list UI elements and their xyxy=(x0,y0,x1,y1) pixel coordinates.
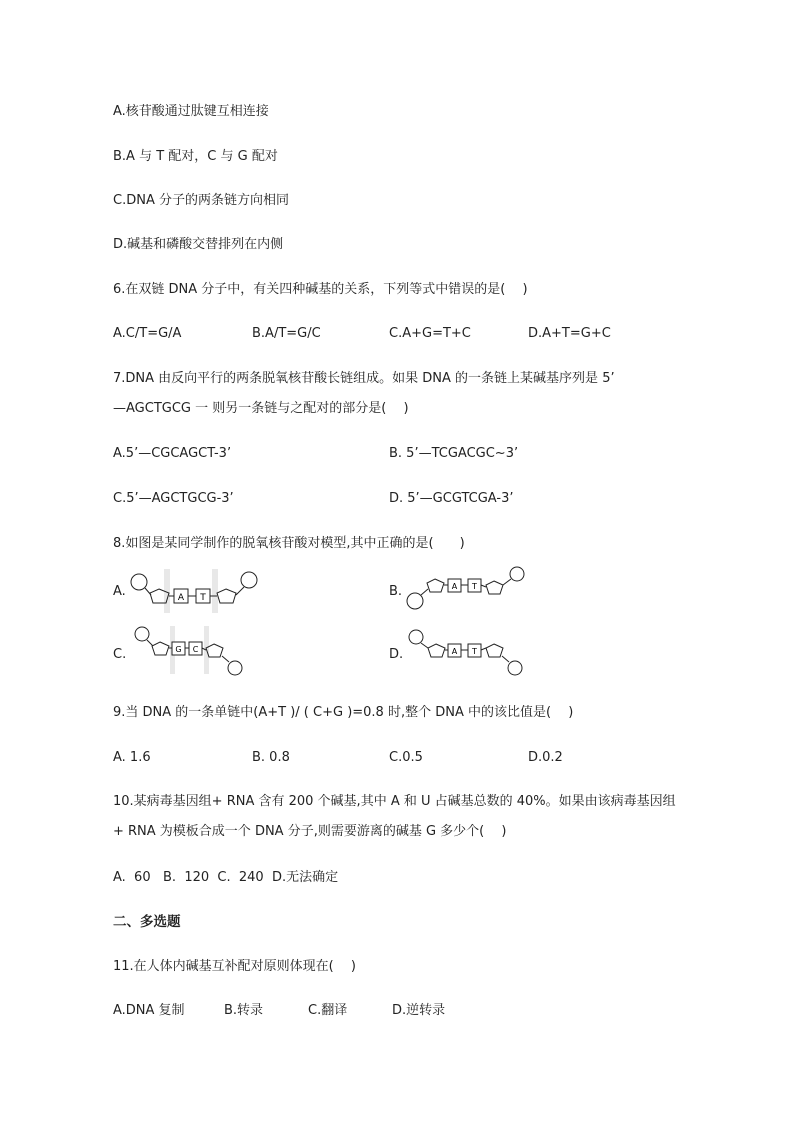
q9-option-d: D.0.2 xyxy=(528,750,563,765)
q11-stem: 11.在人体内碱基互补配对原则体现在( ) xyxy=(113,959,356,974)
q8-fig-b-label: B. xyxy=(389,584,403,599)
section-2-heading: 二、多选题 xyxy=(113,914,181,930)
q8-stem: 8.如图是某同学制作的脱氧核苷酸对模型,其中正确的是( ) xyxy=(113,536,465,551)
q6-option-c: C.A+G=T+C xyxy=(389,326,471,341)
q8-fig-a-base1: A xyxy=(177,593,185,603)
q7-stem-line2: —AGCTGCG 一 则另一条链与之配对的部分是( ) xyxy=(113,401,409,416)
q5-option-a: A.核苷酸通过肽键互相连接 xyxy=(113,104,269,119)
q7-stem-line1: 7.DNA 由反向平行的两条脱氧核苷酸长链组成。如果 DNA 的一条链上某碱基序列是 5’ xyxy=(113,371,615,386)
q8-fig-b-base2: T xyxy=(472,582,477,591)
q8-figure-d xyxy=(402,628,532,678)
q10-stem-line1: 10.某病毒基因组+ RNA 含有 200 个碱基,其中 A 和 U 占碱基总数的 40%。如果由该病毒基因组 xyxy=(113,794,676,809)
q6-option-b: B.A/T=G/C xyxy=(252,326,321,341)
q6-stem: 6.在双链 DNA 分子中，有关四种碱基的关系，下列等式中错误的是( ) xyxy=(113,282,528,297)
q5-option-d: D.碱基和磷酸交替排列在内侧 xyxy=(113,237,284,252)
q9-stem: 9.当 DNA 的一条单链中(A+T )/ ( C+G )=0.8 时,整个 DNA 中的该比值是( ) xyxy=(113,705,574,720)
q11-option-c: C.翻译 xyxy=(308,1003,348,1018)
q7-option-a: A.5’—CGCAGCT-3’ xyxy=(113,446,232,461)
q10-stem-line2: + RNA 为模板合成一个 DNA 分子,则需要游离的碱基 G 多少个( ) xyxy=(113,824,507,839)
q8-fig-d-base1: A xyxy=(451,647,458,656)
q11-option-b: B.转录 xyxy=(224,1003,264,1018)
q8-fig-d-base2: T xyxy=(472,647,477,656)
q5-option-b: B.A 与 T 配对，C 与 G 配对 xyxy=(113,149,278,164)
q8-fig-d-label: D. xyxy=(389,647,404,662)
q7-option-d: D. 5’—GCGTCGA-3’ xyxy=(389,491,514,506)
q8-fig-a-label: A. xyxy=(113,584,126,599)
q7-option-c: C.5’—AGCTGCG-3’ xyxy=(113,491,234,506)
q8-figure-b xyxy=(402,565,532,615)
q11-option-d: D.逆转录 xyxy=(392,1003,446,1018)
q5-option-c: C.DNA 分子的两条链方向相同 xyxy=(113,193,289,208)
q8-fig-a-base2: T xyxy=(200,593,206,603)
q9-option-b: B. 0.8 xyxy=(252,750,290,765)
q8-figure-c xyxy=(126,622,246,678)
q9-option-c: C.0.5 xyxy=(389,750,423,765)
q9-option-a: A. 1.6 xyxy=(113,750,151,765)
q11-option-a: A.DNA 复制 xyxy=(113,1003,185,1018)
q8-fig-b-base1: A xyxy=(451,582,458,591)
q8-figure-a xyxy=(126,565,276,615)
q7-option-b: B. 5’—TCGACGC~3’ xyxy=(389,446,519,461)
q6-option-d: D.A+T=G+C xyxy=(528,326,611,341)
q8-fig-c-label: C. xyxy=(113,647,127,662)
q8-fig-c-base1: G xyxy=(175,645,182,654)
q8-fig-c-base2: C xyxy=(192,645,199,654)
q10-options: A. 60 B. 120 C. 240 D.无法确定 xyxy=(113,870,339,885)
q6-option-a: A.C/T=G/A xyxy=(113,326,182,341)
